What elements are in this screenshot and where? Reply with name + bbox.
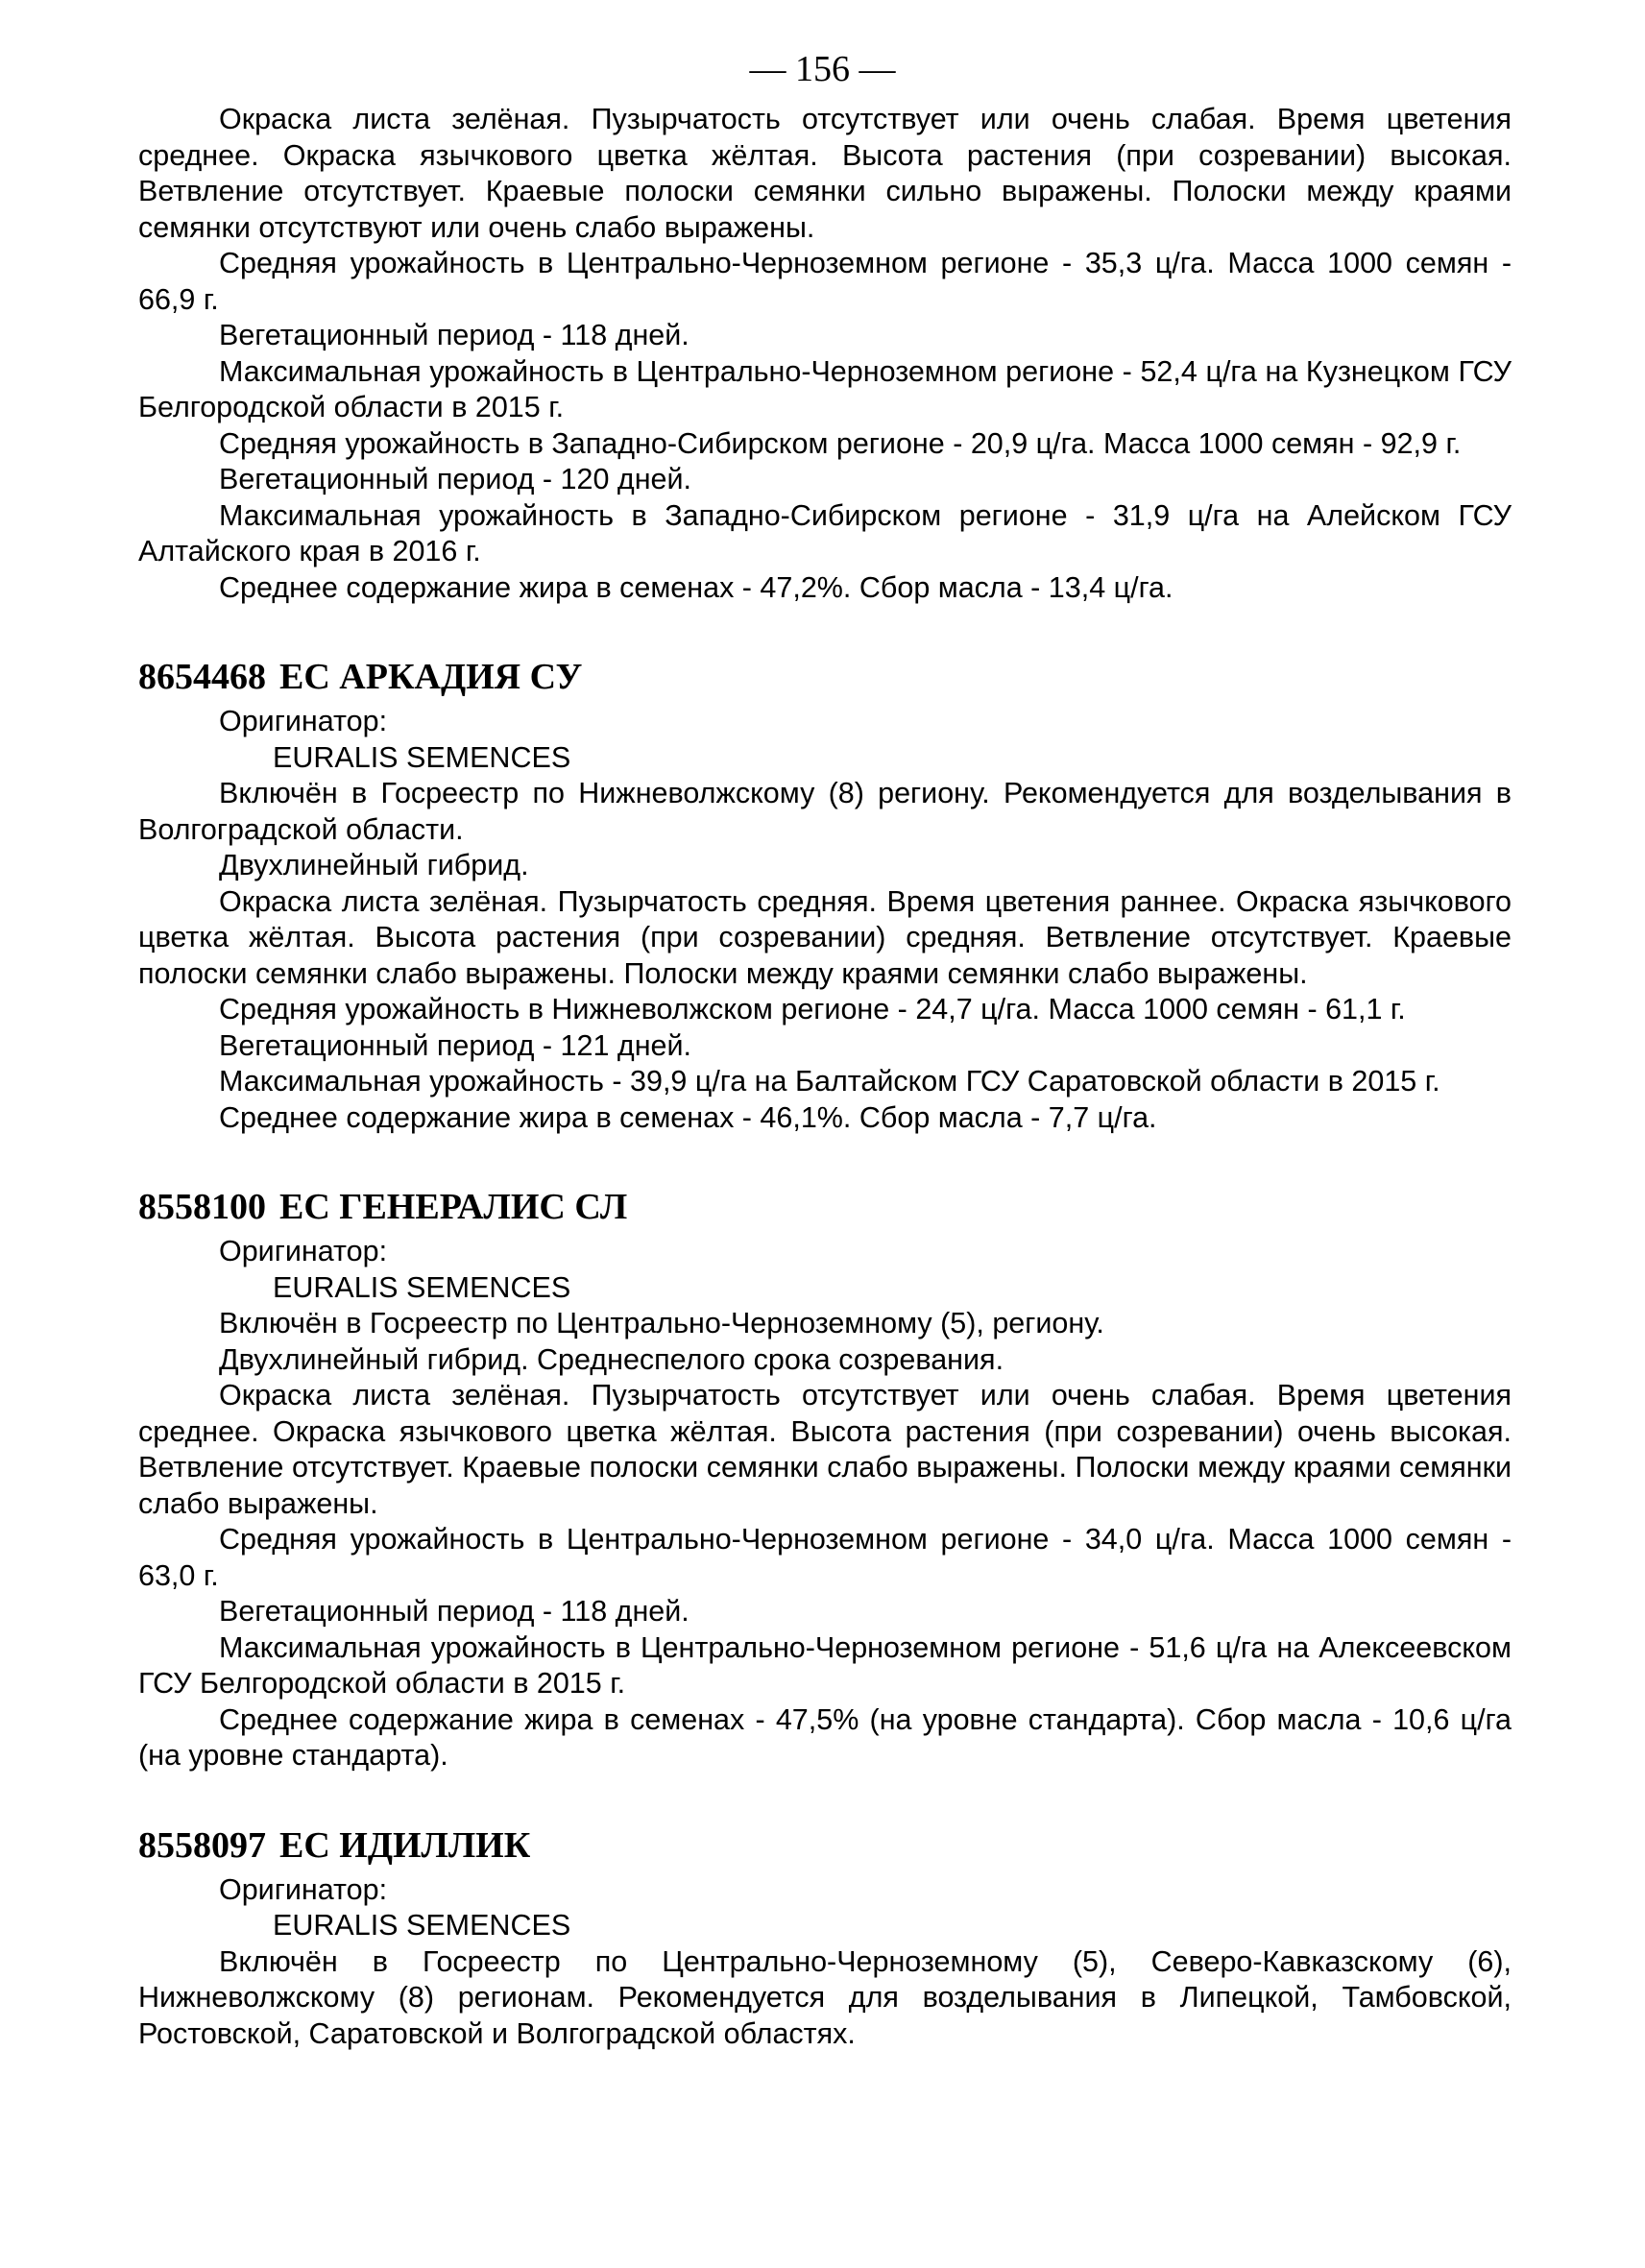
paragraph: Средняя урожайность в Западно-Сибирском регионе - 20,9 ц/га. Масса 1000 семян - 92,9 г. bbox=[219, 426, 1462, 460]
originator-name: EURALIS SEMENCES bbox=[273, 740, 571, 774]
paragraph: Двухлинейный гибрид. Среднеспелого срока созревания. bbox=[219, 1342, 1004, 1376]
paragraph: Включён в Госреестр по Центрально-Черноземному (5), региону. bbox=[219, 1307, 1104, 1339]
variety-code: 8558100 bbox=[138, 1187, 266, 1227]
paragraph: Включён в Госреестр по Центрально-Черноземному (5), Северо-Кавказскому (6), Нижневолжскому (8) регионам. Рекомендуется для возделывания в Липецкой, Тамбовской, Ростовской, Саратовской и Волгоградской областях. bbox=[138, 1944, 1512, 2050]
paragraph: Средняя урожайность в Центрально-Черноземном регионе - 35,3 ц/га. Масса 1000 семян - 66,9 г. bbox=[138, 247, 1512, 316]
paragraph: Окраска листа зелёная. Пузырчатость средняя. Время цветения раннее. Окраска язычкового цветка жёлтая. Высота растения (при созревании) средняя. Ветвление отсутствует. Краевые полоски семянки слабо выражены. Полоски между краями семянки слабо выражены. bbox=[138, 884, 1512, 990]
paragraph: Среднее содержание жира в семенах - 46,1%. Сбор масла - 7,7 ц/га. bbox=[219, 1100, 1157, 1134]
variety-code: 8654468 bbox=[138, 657, 266, 697]
originator-label: Оригинатор: bbox=[219, 1872, 388, 1906]
variety-heading bbox=[138, 1823, 1512, 1868]
paragraph: Вегетационный период - 118 дней. bbox=[219, 319, 689, 351]
paragraph: Максимальная урожайность - 39,9 ц/га на Балтайском ГСУ Саратовской области в 2015 г. bbox=[219, 1065, 1440, 1098]
paragraph: Максимальная урожайность в Центрально-Черноземном регионе - 52,4 ц/га на Кузнецком ГСУ Белгородской области в 2015 г. bbox=[138, 354, 1512, 423]
originator-label: Оригинатор: bbox=[219, 705, 388, 737]
originator-name: EURALIS SEMENCES bbox=[273, 1909, 571, 1942]
paragraph: Средняя урожайность в Нижневолжском регионе - 24,7 ц/га. Масса 1000 семян - 61,1 г. bbox=[219, 993, 1406, 1025]
originator-name: EURALIS SEMENCES bbox=[273, 1270, 571, 1304]
page-number: — 156 — bbox=[749, 49, 896, 89]
paragraph: Окраска листа зелёная. Пузырчатость отсутствует или очень слабая. Время цветения среднее. Окраска язычкового цветка жёлтая. Высота растения (при созревании) очень высокая. Ветвление отсутствует. Краевые полоски семянки слабо выражены. Полоски между краями семянки слабо выражены. bbox=[138, 1379, 1512, 1520]
variety-entry bbox=[138, 655, 1512, 1136]
paragraph: Максимальная урожайность в Центрально-Черноземном регионе - 51,6 ц/га на Алексеевском ГСУ Белгородской области в 2015 г. bbox=[138, 1630, 1512, 1700]
variety-heading bbox=[138, 1185, 1512, 1229]
paragraph: Максимальная урожайность в Западно-Сибирском регионе - 31,9 ц/га на Алейском ГСУ Алтайского края в 2016 г. bbox=[138, 498, 1512, 567]
paragraph: Вегетационный период - 121 дней. bbox=[219, 1028, 692, 1062]
page-content bbox=[138, 102, 1512, 2052]
variety-name: ЕС АРКАДИЯ СУ bbox=[279, 657, 583, 697]
variety-entry bbox=[138, 1185, 1512, 1774]
variety-name: ЕС ИДИЛЛИК bbox=[279, 1824, 531, 1866]
variety-entry bbox=[138, 1823, 1512, 2053]
paragraph: Включён в Госреестр по Нижневолжскому (8) региону. Рекомендуется для возделывания в Волгоградской области. bbox=[138, 777, 1512, 846]
paragraph: Вегетационный период - 120 дней. bbox=[219, 463, 692, 495]
paragraph: Двухлинейный гибрид. bbox=[219, 849, 529, 881]
variety-name: ЕС ГЕНЕРАЛИС СЛ bbox=[279, 1187, 628, 1227]
paragraph: Среднее содержание жира в семенах - 47,5% (на уровне стандарта). Сбор масла - 10,6 ц/га (на уровне стандарта). bbox=[138, 1702, 1512, 1772]
intro-section bbox=[138, 102, 1512, 606]
originator-label: Оригинатор: bbox=[219, 1235, 388, 1267]
paragraph: Средняя урожайность в Центрально-Черноземном регионе - 34,0 ц/га. Масса 1000 семян - 63,0 г. bbox=[138, 1523, 1512, 1592]
variety-code: 8558097 bbox=[138, 1824, 266, 1866]
paragraph: Среднее содержание жира в семенах - 47,2%. Сбор масла - 13,4 ц/га. bbox=[219, 570, 1173, 604]
variety-heading bbox=[138, 655, 1512, 699]
paragraph: Окраска листа зелёная. Пузырчатость отсутствует или очень слабая. Время цветения среднее. Окраска язычкового цветка жёлтая. Высота растения (при созревании) высокая. Ветвление отсутствует. Краевые полоски семянки сильно выражены. Полоски между краями семянки отсутствуют или очень слабо выражены. bbox=[138, 103, 1512, 244]
paragraph: Вегетационный период - 118 дней. bbox=[219, 1595, 689, 1628]
